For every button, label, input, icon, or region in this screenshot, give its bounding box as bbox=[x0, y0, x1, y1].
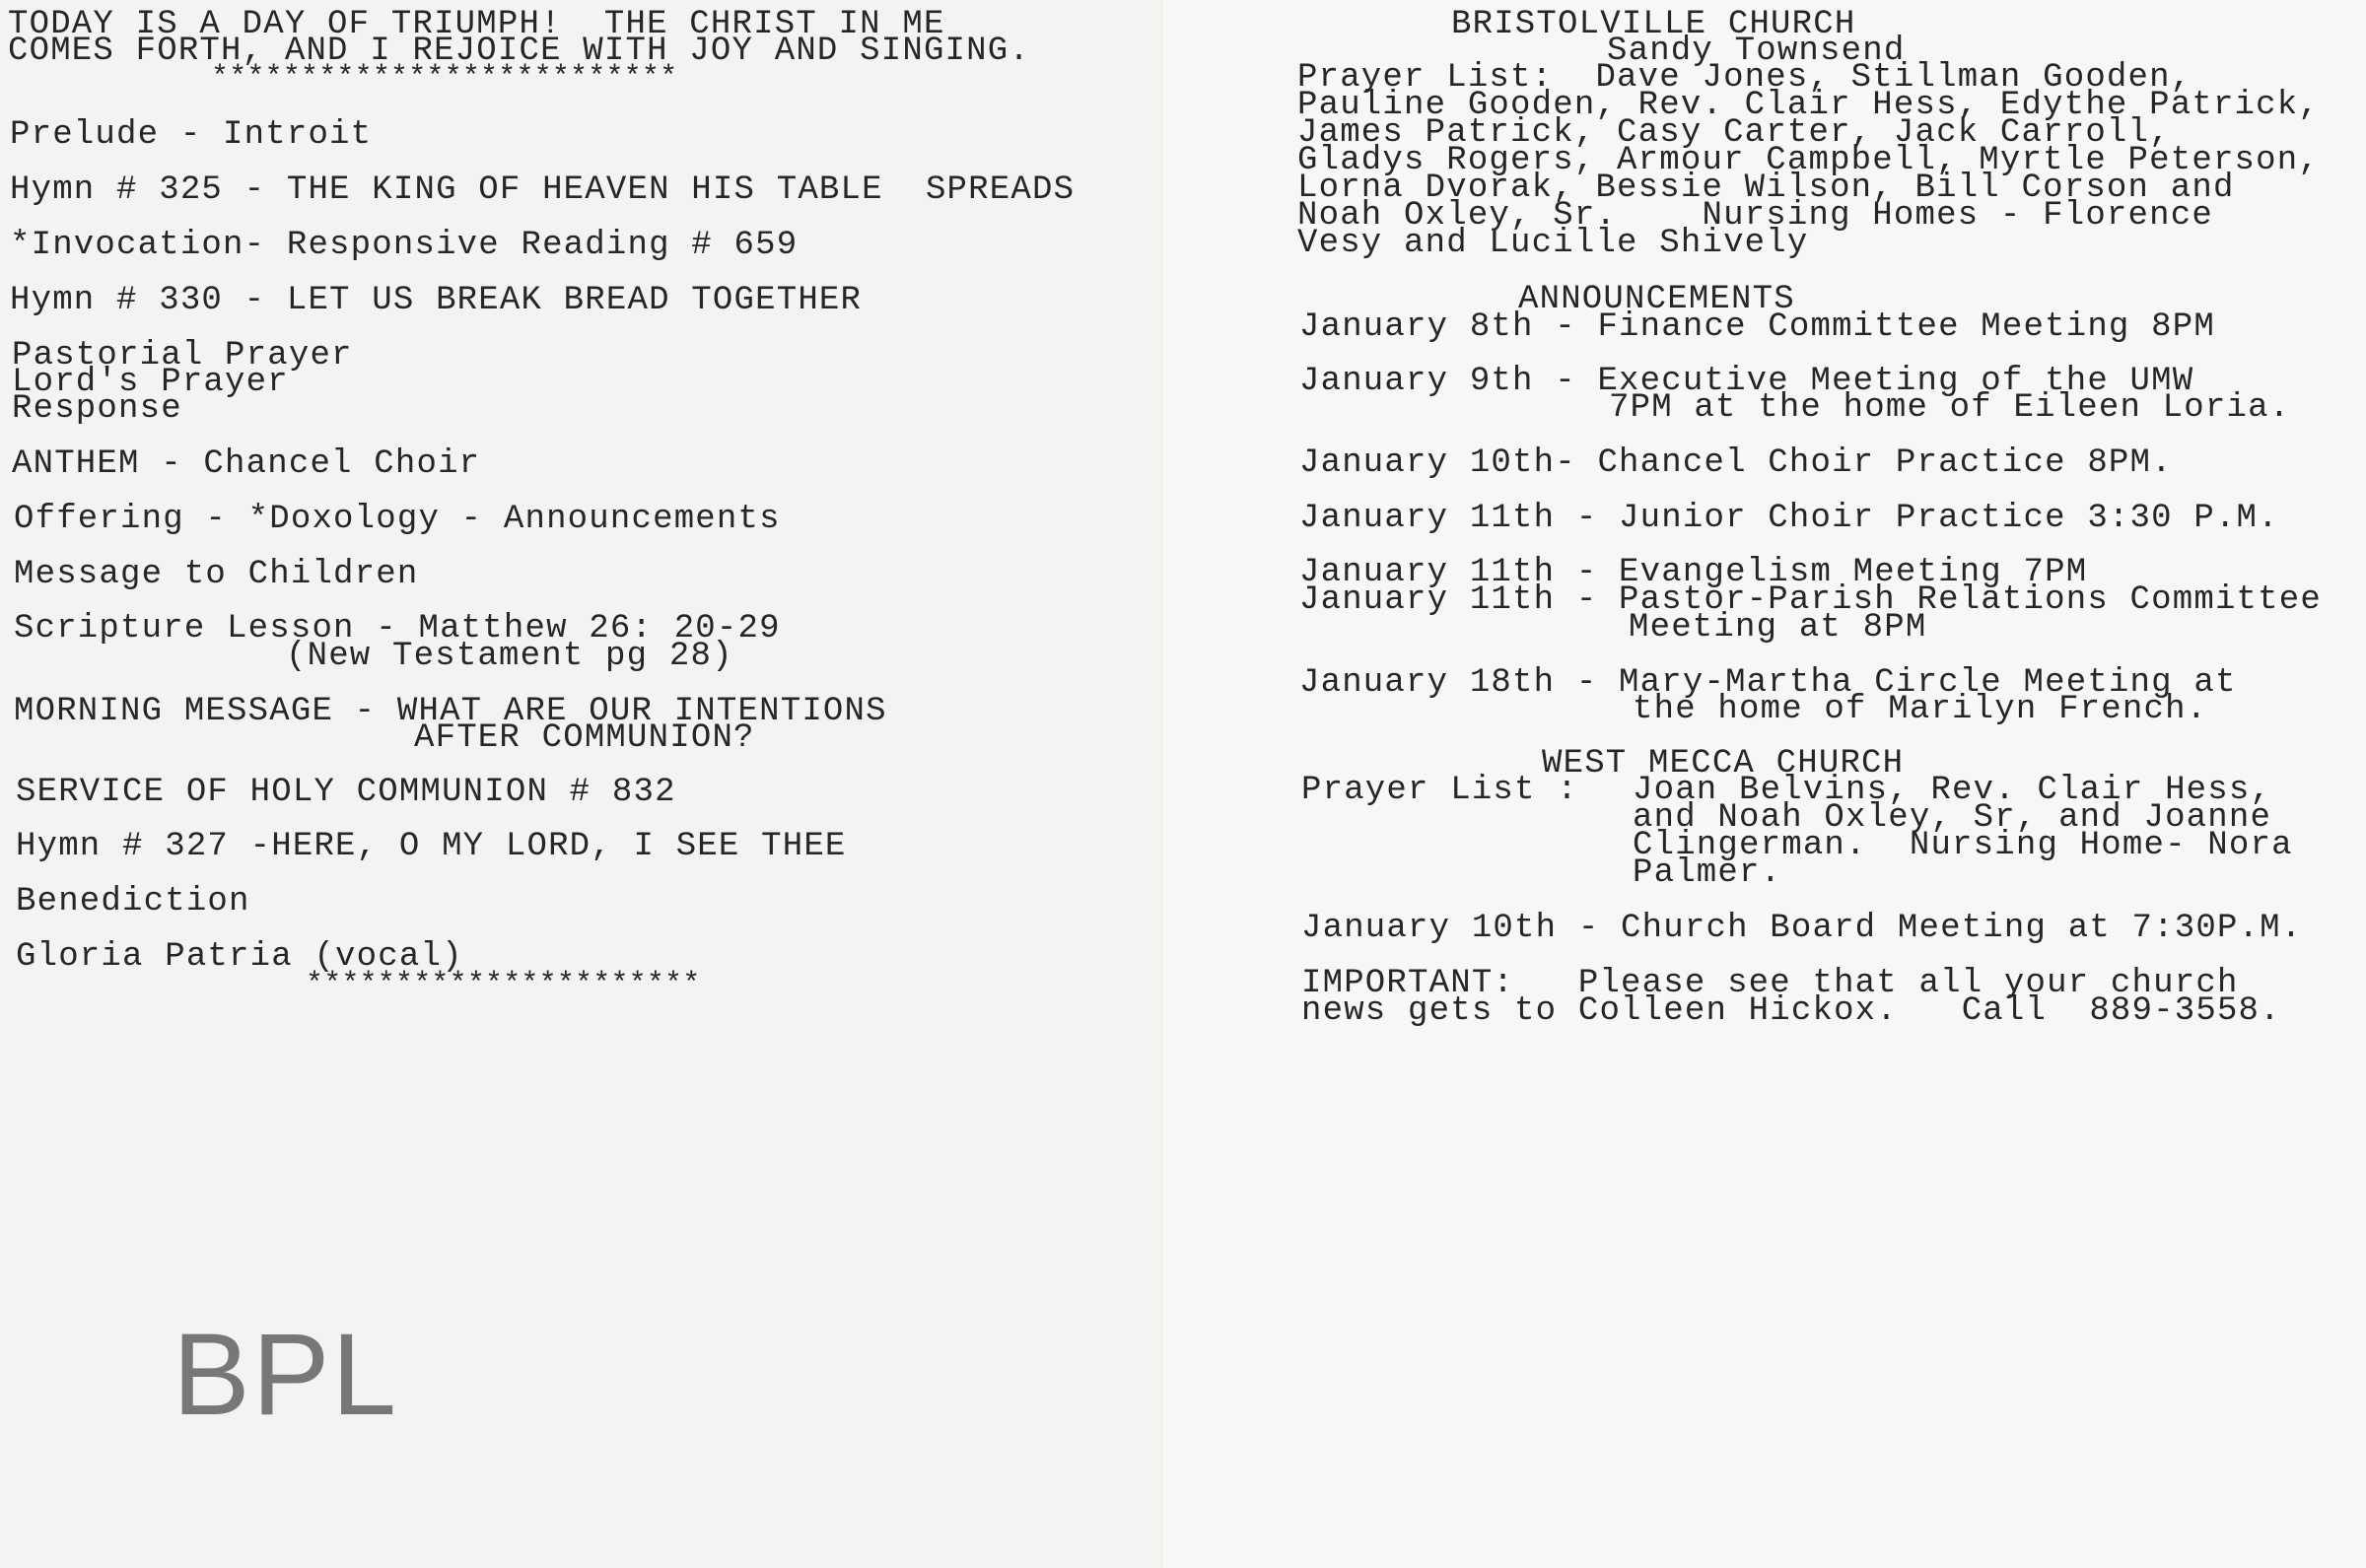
announcement-jan-18-cont: the home of Marilyn French. bbox=[1633, 691, 2208, 728]
order-anthem: ANTHEM - Chancel Choir bbox=[12, 445, 481, 483]
west-mecca-church-title: WEST MECCA CHURCH bbox=[1542, 745, 1905, 783]
announcement-jan-11-pastor-parish-cont: Meeting at 8PM bbox=[1629, 609, 1927, 647]
west-mecca-prayer-line-3: Clingerman. Nursing Home- Nora bbox=[1633, 827, 2293, 864]
right-page bbox=[1163, 0, 2366, 1568]
triumph-line-2: COMES FORTH, AND I REJOICE WITH JOY AND SINGING. bbox=[8, 33, 1030, 70]
triumph-line-1: TODAY IS A DAY OF TRIUMPH! THE CHRIST IN ME bbox=[8, 6, 945, 43]
bristolville-church-title: BRISTOLVILLE CHURCH bbox=[1451, 6, 1856, 43]
order-message-to-children: Message to Children bbox=[14, 556, 419, 593]
announcements-title: ANNOUNCEMENTS bbox=[1518, 281, 1795, 318]
order-holy-communion: SERVICE OF HOLY COMMUNION # 832 bbox=[16, 774, 676, 811]
announcement-jan-9-cont: 7PM at the home of Eileen Loria. bbox=[1609, 389, 2291, 427]
important-notice-line-1: IMPORTANT: Please see that all your church bbox=[1301, 965, 2239, 1002]
announcement-jan-18: January 18th - Mary-Martha Circle Meeting at bbox=[1299, 664, 2237, 702]
announcement-jan-11-junior-choir: January 11th - Junior Choir Practice 3:30 P.M. bbox=[1299, 500, 2279, 537]
prayer-list-line-1: Prayer List: Dave Jones, Stillman Gooden, bbox=[1297, 59, 2192, 97]
order-gloria-patria: Gloria Patria (vocal) bbox=[16, 938, 463, 976]
order-invocation: *Invocation- Responsive Reading # 659 bbox=[10, 227, 799, 264]
order-scripture-lesson: Scripture Lesson - Matthew 26: 20-29 bbox=[14, 610, 781, 648]
prayer-list-line-3: James Patrick, Casy Carter, Jack Carroll, bbox=[1297, 114, 2171, 152]
order-scripture-reference: (New Testament pg 28) bbox=[286, 638, 733, 675]
announcement-jan-10: January 10th- Chancel Choir Practice 8PM. bbox=[1299, 444, 2173, 482]
stars-divider-bottom: ********************** bbox=[306, 968, 701, 1001]
announcement-jan-11-evangelism: January 11th - Evangelism Meeting 7PM bbox=[1299, 554, 2088, 591]
west-mecca-prayer-line-4: Palmer. bbox=[1633, 854, 1782, 892]
west-mecca-prayer-label: Prayer List : bbox=[1301, 772, 1578, 809]
west-mecca-prayer-line-2: and Noah Oxley, Sr, and Joanne bbox=[1633, 799, 2272, 837]
announcement-jan-11-pastor-parish: January 11th - Pastor-Parish Relations Committee bbox=[1299, 581, 2322, 619]
order-hymn-327: Hymn # 327 -HERE, O MY LORD, I SEE THEE bbox=[16, 828, 847, 865]
order-pastoral-prayer: Pastorial Prayer bbox=[12, 337, 353, 375]
order-offering: Offering - *Doxology - Announcements bbox=[14, 501, 781, 538]
prayer-list-line-7: Vesy and Lucille Shively bbox=[1297, 225, 1809, 262]
prayer-list-line-2: Pauline Gooden, Rev. Clair Hess, Edythe Patrick, bbox=[1297, 87, 2320, 124]
order-prelude: Prelude - Introit bbox=[10, 116, 373, 154]
prayer-list-line-6: Noah Oxley, Sr. Nursing Homes - Florence bbox=[1297, 197, 2213, 235]
church-board-meeting: January 10th - Church Board Meeting at 7:30P.M. bbox=[1301, 910, 2303, 947]
order-morning-message-cont: AFTER COMMUNION? bbox=[414, 719, 755, 757]
order-response: Response bbox=[12, 390, 182, 428]
stars-divider-top: ************************** bbox=[211, 61, 678, 95]
announcement-jan-8: January 8th - Finance Committee Meeting 8PM bbox=[1299, 308, 2215, 346]
order-benediction: Benediction bbox=[16, 883, 250, 920]
west-mecca-prayer-line-1: Joan Belvins, Rev. Clair Hess, bbox=[1633, 772, 2272, 809]
important-notice-line-2: news gets to Colleen Hickox. Call 889-3558. bbox=[1301, 992, 2281, 1030]
order-hymn-330: Hymn # 330 - LET US BREAK BREAD TOGETHER bbox=[10, 282, 863, 319]
bristolville-church-subtitle: Sandy Townsend bbox=[1607, 33, 1906, 70]
order-hymn-325: Hymn # 325 - THE KING OF HEAVEN HIS TABLE SPREADS bbox=[10, 171, 1076, 209]
order-lords-prayer: Lord's Prayer bbox=[12, 364, 289, 401]
bpl-watermark: BPL bbox=[173, 1310, 399, 1440]
prayer-list-line-4: Gladys Rogers, Armour Campbell, Myrtle Peterson, bbox=[1297, 142, 2320, 179]
prayer-list-line-5: Lorna Dvorak, Bessie Wilson, Bill Corson and bbox=[1297, 170, 2235, 207]
announcement-jan-9: January 9th - Executive Meeting of the UMW bbox=[1299, 363, 2194, 400]
order-morning-message: MORNING MESSAGE - WHAT ARE OUR INTENTIONS bbox=[14, 693, 887, 730]
